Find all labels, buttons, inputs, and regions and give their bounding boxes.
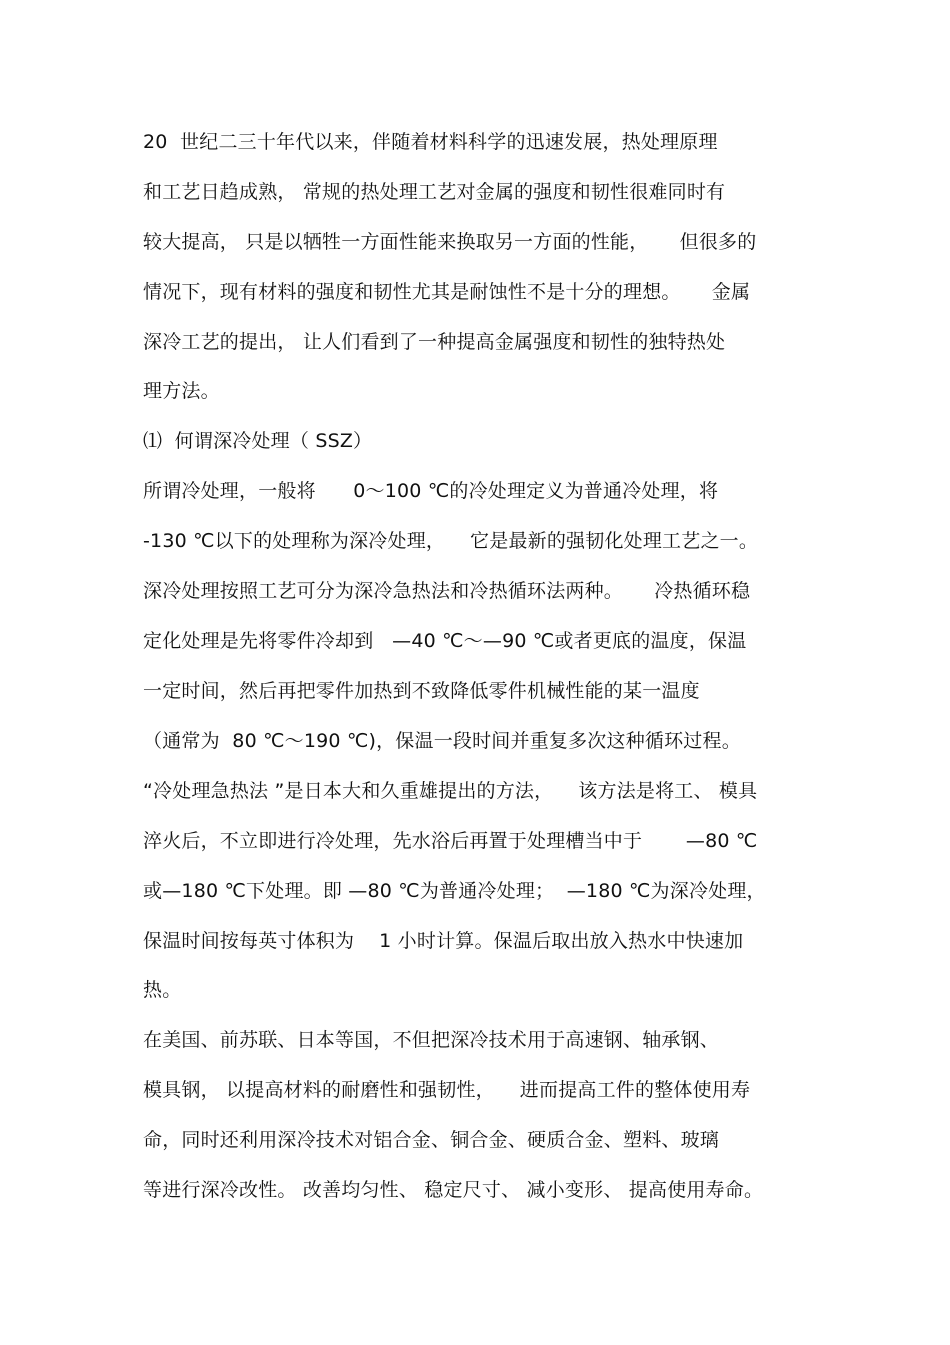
paragraph-line: 定化处理是先将零件冷却到 —40 ℃～—90 ℃或者更底的温度，保温 (143, 630, 747, 652)
paragraph-line: “冷处理急热法 ”是日本大和久重雄提出的方法， 该方法是将工、 模具 (143, 780, 758, 802)
paragraph-line: 命，同时还利用深冷技术对铝合金、铜合金、硬质合金、塑料、玻璃 (143, 1129, 720, 1151)
paragraph-line: 保温时间按每英寸体积为 1 小时计算。保温后取出放入热水中快速加 (143, 930, 744, 952)
paragraph-line: 一定时间，然后再把零件加热到不致降低零件机械性能的某一温度 (143, 680, 700, 702)
paragraph-line: 淬火后，不立即进行冷处理，先水浴后再置于处理槽当中于 —80 ℃ (143, 830, 758, 852)
paragraph-line: 理方法。 (143, 380, 220, 402)
paragraph-line: 或—180 ℃下处理。即 —80 ℃为普通冷处理； —180 ℃为深冷处理， (143, 880, 766, 902)
paragraph-line: 深冷处理按照工艺可分为深冷急热法和冷热循环法两种。 冷热循环稳 (143, 580, 751, 602)
paragraph-line: 和工艺日趋成熟， 常规的热处理工艺对金属的强度和韧性很难同时有 (143, 181, 726, 203)
paragraph-line: 20 世纪二三十年代以来，伴随着材料科学的迅速发展，热处理原理 (143, 131, 718, 153)
paragraph-line: 模具钢， 以提高材料的耐磨性和强韧性， 进而提高工件的整体使用寿 (143, 1079, 751, 1101)
paragraph-line: -130 ℃以下的处理称为深冷处理， 它是最新的强韧化处理工艺之一。 (143, 530, 759, 552)
paragraph-line: 深冷工艺的提出， 让人们看到了一种提高金属强度和韧性的独特热处 (143, 331, 726, 353)
paragraph-line: 所谓冷处理，一般将 0～100 ℃的冷处理定义为普通冷处理，将 (143, 480, 719, 502)
paragraph-line: （通常为 80 ℃～190 ℃)，保温一段时间并重复多次这种循环过程。 (143, 730, 741, 752)
paragraph-line: 等进行深冷改性。 改善均匀性、 稳定尺寸、 减小变形、 提高使用寿命。 (143, 1179, 764, 1201)
paragraph-line: 较大提高， 只是以牺牲一方面性能来换取另一方面的性能， 但很多的 (143, 231, 757, 253)
section-heading: ⑴ 何谓深冷处理（ SSZ） (143, 430, 373, 452)
paragraph-line: 情况下，现有材料的强度和韧性尤其是耐蚀性不是十分的理想。 金属 (143, 281, 751, 303)
paragraph-line: 热。 (143, 979, 182, 1001)
paragraph-line: 在美国、前苏联、日本等国，不但把深冷技术用于高速钢、轴承钢、 (143, 1029, 720, 1051)
